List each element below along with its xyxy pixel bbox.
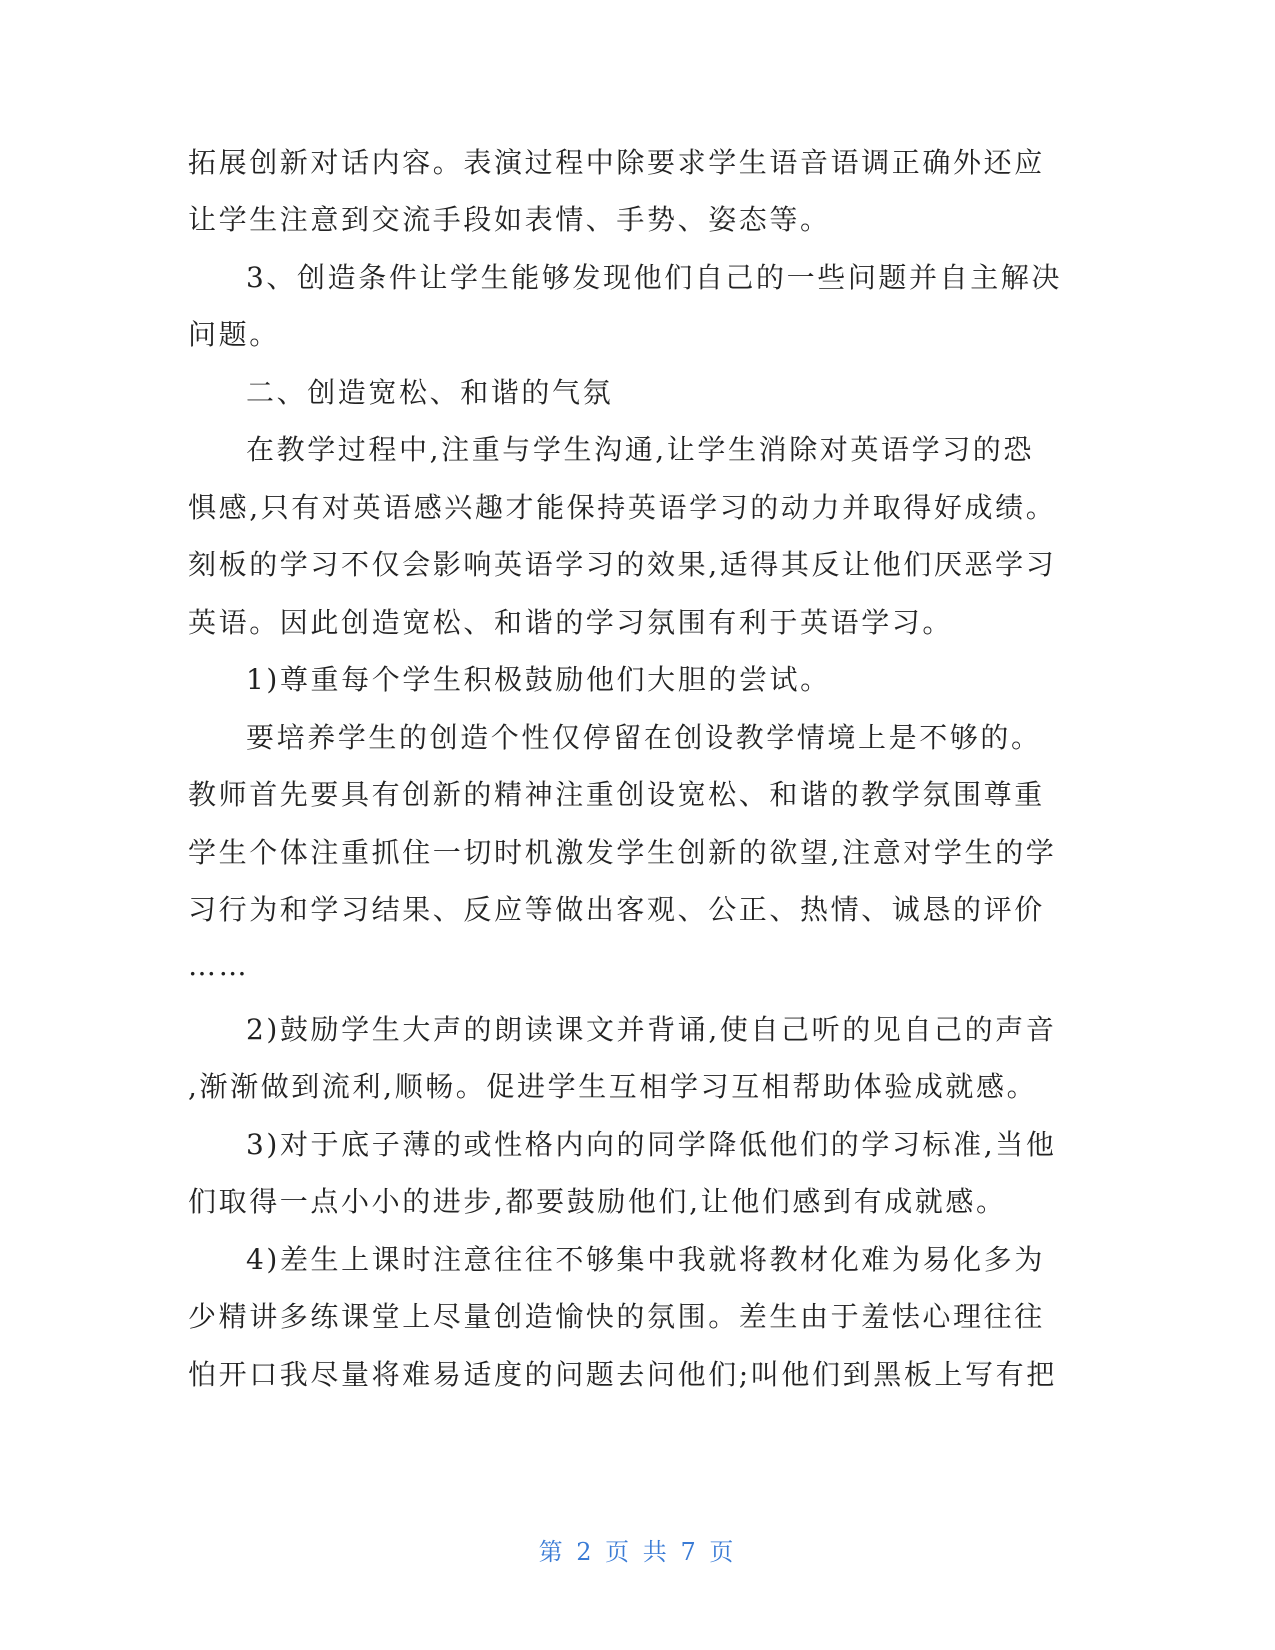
text-line: ,渐渐做到流利,顺畅。促进学生互相学习互相帮助体验成就感。 bbox=[188, 1070, 1038, 1103]
list-item: 4)差生上课时注意往往不够集中我就将教材化难为易化多为 bbox=[246, 1243, 1045, 1276]
text-line: 刻板的学习不仅会影响英语学习的效果,适得其反让他们厌恶学习 bbox=[188, 548, 1057, 581]
text-line: 少精讲多练课堂上尽量创造愉快的氛围。差生由于羞怯心理往往 bbox=[188, 1300, 1045, 1333]
text-line: 习行为和学习结果、反应等做出客观、公正、热情、诚恳的评价 bbox=[188, 893, 1045, 926]
list-item: 1)尊重每个学生积极鼓励他们大胆的尝试。 bbox=[246, 663, 831, 696]
text-line: 惧感,只有对英语感兴趣才能保持英语学习的动力并取得好成绩。 bbox=[188, 491, 1057, 524]
list-item: 3)对于底子薄的或性格内向的同学降低他们的学习标准,当他 bbox=[246, 1128, 1057, 1161]
text-line: 学生个体注重抓住一切时机激发学生创新的欲望,注意对学生的学 bbox=[188, 836, 1057, 869]
text-line: 拓展创新对话内容。表演过程中除要求学生语音语调正确外还应 bbox=[188, 146, 1045, 179]
text-line: 问题。 bbox=[188, 318, 280, 351]
ellipsis-line: …… bbox=[188, 949, 250, 982]
text-line: 要培养学生的创造个性仅停留在创设教学情境上是不够的。 bbox=[246, 721, 1042, 754]
text-line: 怕开口我尽量将难易适度的问题去问他们;叫他们到黑板上写有把 bbox=[188, 1358, 1057, 1391]
text-line: 教师首先要具有创新的精神注重创设宽松、和谐的教学氛围尊重 bbox=[188, 778, 1045, 811]
section-heading: 二、创造宽松、和谐的气氛 bbox=[246, 376, 614, 409]
text-line: 在教学过程中,注重与学生沟通,让学生消除对英语学习的恐 bbox=[246, 433, 1035, 466]
page-number-footer: 第 2 页 共 7 页 bbox=[538, 1538, 737, 1566]
text-line: 英语。因此创造宽松、和谐的学习氛围有利于英语学习。 bbox=[188, 606, 954, 639]
text-line: 让学生注意到交流手段如表情、手势、姿态等。 bbox=[188, 203, 831, 236]
list-item: 2)鼓励学生大声的朗读课文并背诵,使自己听的见自己的声音 bbox=[246, 1013, 1057, 1046]
text-line: 们取得一点小小的进步,都要鼓励他们,让他们感到有成就感。 bbox=[188, 1185, 1007, 1218]
text-line: 3、创造条件让学生能够发现他们自己的一些问题并自主解决 bbox=[246, 261, 1063, 294]
